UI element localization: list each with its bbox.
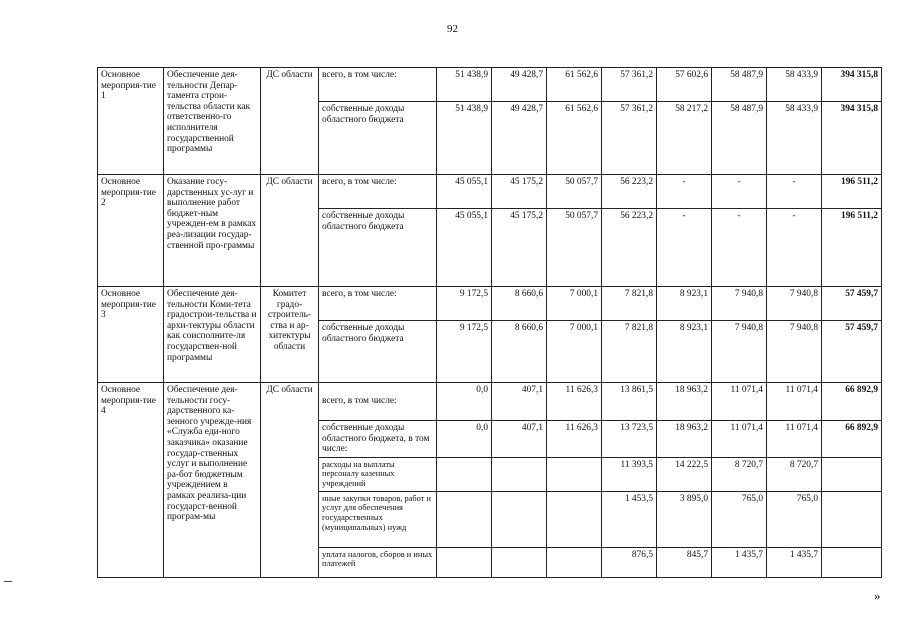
- value-cell: 57 361,2: [602, 102, 657, 175]
- value-cell: 7 940,8: [712, 321, 767, 383]
- value-cell: 8 923,1: [657, 287, 712, 321]
- value-cell: 50 057,7: [547, 209, 602, 287]
- value-cell: 11 071,4: [712, 421, 767, 458]
- value-cell: [492, 457, 547, 491]
- value-cell: 58 433,9: [767, 68, 822, 102]
- value-cell: 1 435,7: [767, 547, 822, 577]
- value-cell: 407,1: [492, 383, 547, 421]
- value-cell: [492, 491, 547, 547]
- executor-cell: ДС области: [261, 68, 319, 175]
- event-cell: Основное мероприя-тие 1: [98, 68, 164, 175]
- total-cell: [822, 547, 882, 577]
- value-cell: 49 428,7: [492, 102, 547, 175]
- funding-source-cell: всего, в том числе:: [319, 68, 437, 102]
- value-cell: 876,5: [602, 547, 657, 577]
- value-cell: 13 723,5: [602, 421, 657, 458]
- value-cell: 45 055,1: [437, 209, 492, 287]
- funding-source-cell: собственные доходы областного бюджета: [319, 102, 437, 175]
- value-cell: 11 393,5: [602, 457, 657, 491]
- total-cell: 394 315,8: [822, 68, 882, 102]
- description-cell: Обеспечение дея-тельности Коми-тета градострои-тельства и архи-тектуры области как соисполните-ля государствен-ной программы: [164, 287, 261, 383]
- value-cell: 58 217,2: [657, 102, 712, 175]
- event-cell: Основное мероприя-тие 2: [98, 175, 164, 287]
- value-cell: 61 562,6: [547, 102, 602, 175]
- value-cell: 61 562,6: [547, 68, 602, 102]
- value-cell: -: [657, 209, 712, 287]
- margin-tick: [4, 581, 12, 582]
- value-cell: 11 626,3: [547, 421, 602, 458]
- value-cell: 13 861,5: [602, 383, 657, 421]
- value-cell: 7 000,1: [547, 287, 602, 321]
- value-cell: 56 223,2: [602, 175, 657, 209]
- executor-cell: ДС области: [261, 383, 319, 578]
- total-cell: 394 315,8: [822, 102, 882, 175]
- value-cell: [437, 457, 492, 491]
- value-cell: 58 433,9: [767, 102, 822, 175]
- total-cell: 57 459,7: [822, 287, 882, 321]
- value-cell: [437, 491, 492, 547]
- value-cell: 51 438,9: [437, 68, 492, 102]
- total-cell: 196 511,2: [822, 175, 882, 209]
- value-cell: 7 000,1: [547, 321, 602, 383]
- value-cell: 57 361,2: [602, 68, 657, 102]
- value-cell: -: [767, 209, 822, 287]
- total-cell: 196 511,2: [822, 209, 882, 287]
- value-cell: 845,7: [657, 547, 712, 577]
- funding-source-cell: всего, в том числе:: [319, 383, 437, 421]
- total-cell: [822, 491, 882, 547]
- value-cell: 0,0: [437, 421, 492, 458]
- value-cell: 765,0: [712, 491, 767, 547]
- total-cell: 66 892,9: [822, 421, 882, 458]
- total-cell: [822, 457, 882, 491]
- value-cell: 57 602,6: [657, 68, 712, 102]
- executor-cell: Комитет градо-строитель-ства и ар-хитектуры области: [261, 287, 319, 383]
- value-cell: 8 720,7: [712, 457, 767, 491]
- value-cell: 11 071,4: [767, 421, 822, 458]
- value-cell: 45 175,2: [492, 175, 547, 209]
- value-cell: [492, 547, 547, 577]
- value-cell: -: [712, 175, 767, 209]
- funding-source-cell: расходы на выплаты персоналу казенных учреждений: [319, 457, 437, 491]
- page-number: 92: [447, 23, 458, 35]
- funding-source-cell: уплата налогов, сборов и иных платежей: [319, 547, 437, 577]
- budget-table: [97, 67, 882, 578]
- value-cell: [547, 457, 602, 491]
- value-cell: 18 963,2: [657, 421, 712, 458]
- event-cell: Основное мероприя-тие 3: [98, 287, 164, 383]
- value-cell: 56 223,2: [602, 209, 657, 287]
- value-cell: 8 660,6: [492, 287, 547, 321]
- value-cell: 50 057,7: [547, 175, 602, 209]
- value-cell: 8 660,6: [492, 321, 547, 383]
- value-cell: 0,0: [437, 383, 492, 421]
- value-cell: 407,1: [492, 421, 547, 458]
- funding-source-cell: всего, в том числе:: [319, 175, 437, 209]
- description-cell: Обеспечение дея-тельности госу-дарственного ка-зенного учрежде-ния «Служба еди-ного заказчика» оказание государ-ственных услуг и выполнение ра-бот бюджетным учреждением в рамках реализа-ции государст-венной програм-мы: [164, 383, 261, 578]
- value-cell: 7 821,8: [602, 321, 657, 383]
- value-cell: [437, 547, 492, 577]
- value-cell: 45 175,2: [492, 209, 547, 287]
- value-cell: 14 222,5: [657, 457, 712, 491]
- value-cell: -: [712, 209, 767, 287]
- value-cell: 11 071,4: [712, 383, 767, 421]
- continuation-mark: »: [874, 588, 881, 603]
- funding-source-cell: всего, в том числе:: [319, 287, 437, 321]
- description-cell: Оказание госу-дарственных ус-луг и выполнение работ бюджет-ным учрежден-ем в рамках реа-лизации государ-ственной про-граммы: [164, 175, 261, 287]
- total-cell: 57 459,7: [822, 321, 882, 383]
- value-cell: 8 720,7: [767, 457, 822, 491]
- value-cell: [547, 491, 602, 547]
- total-cell: 66 892,9: [822, 383, 882, 421]
- funding-source-cell: собственные доходы областного бюджета: [319, 321, 437, 383]
- table-row: [98, 68, 882, 102]
- value-cell: [547, 547, 602, 577]
- value-cell: 7 940,8: [767, 321, 822, 383]
- table-row: [98, 175, 882, 209]
- value-cell: 58 487,9: [712, 102, 767, 175]
- value-cell: 8 923,1: [657, 321, 712, 383]
- value-cell: 58 487,9: [712, 68, 767, 102]
- value-cell: -: [657, 175, 712, 209]
- executor-cell: ДС области: [261, 175, 319, 287]
- value-cell: 7 940,8: [712, 287, 767, 321]
- funding-source-cell: собственные доходы областного бюджета: [319, 209, 437, 287]
- event-cell: Основное мероприя-тие 4: [98, 383, 164, 578]
- value-cell: 45 055,1: [437, 175, 492, 209]
- value-cell: 7 940,8: [767, 287, 822, 321]
- value-cell: 18 963,2: [657, 383, 712, 421]
- value-cell: 1 435,7: [712, 547, 767, 577]
- value-cell: -: [767, 175, 822, 209]
- value-cell: 11 626,3: [547, 383, 602, 421]
- value-cell: 51 438,9: [437, 102, 492, 175]
- table-row: [98, 383, 882, 421]
- value-cell: 9 172,5: [437, 287, 492, 321]
- funding-source-cell: иные закупки товаров, работ и услуг для обеспечения государственных (муниципальных) нужд: [319, 491, 437, 547]
- value-cell: 3 895,0: [657, 491, 712, 547]
- value-cell: 1 453,5: [602, 491, 657, 547]
- value-cell: 49 428,7: [492, 68, 547, 102]
- value-cell: 9 172,5: [437, 321, 492, 383]
- value-cell: 765,0: [767, 491, 822, 547]
- description-cell: Обеспечение дея-тельности Депар-тамента строи-тельства области как ответственно-го исполнителя государственной программы: [164, 68, 261, 175]
- value-cell: 11 071,4: [767, 383, 822, 421]
- value-cell: 7 821,8: [602, 287, 657, 321]
- table-row: [98, 287, 882, 321]
- funding-source-cell: собственные доходы областного бюджета, в том числе:: [319, 421, 437, 458]
